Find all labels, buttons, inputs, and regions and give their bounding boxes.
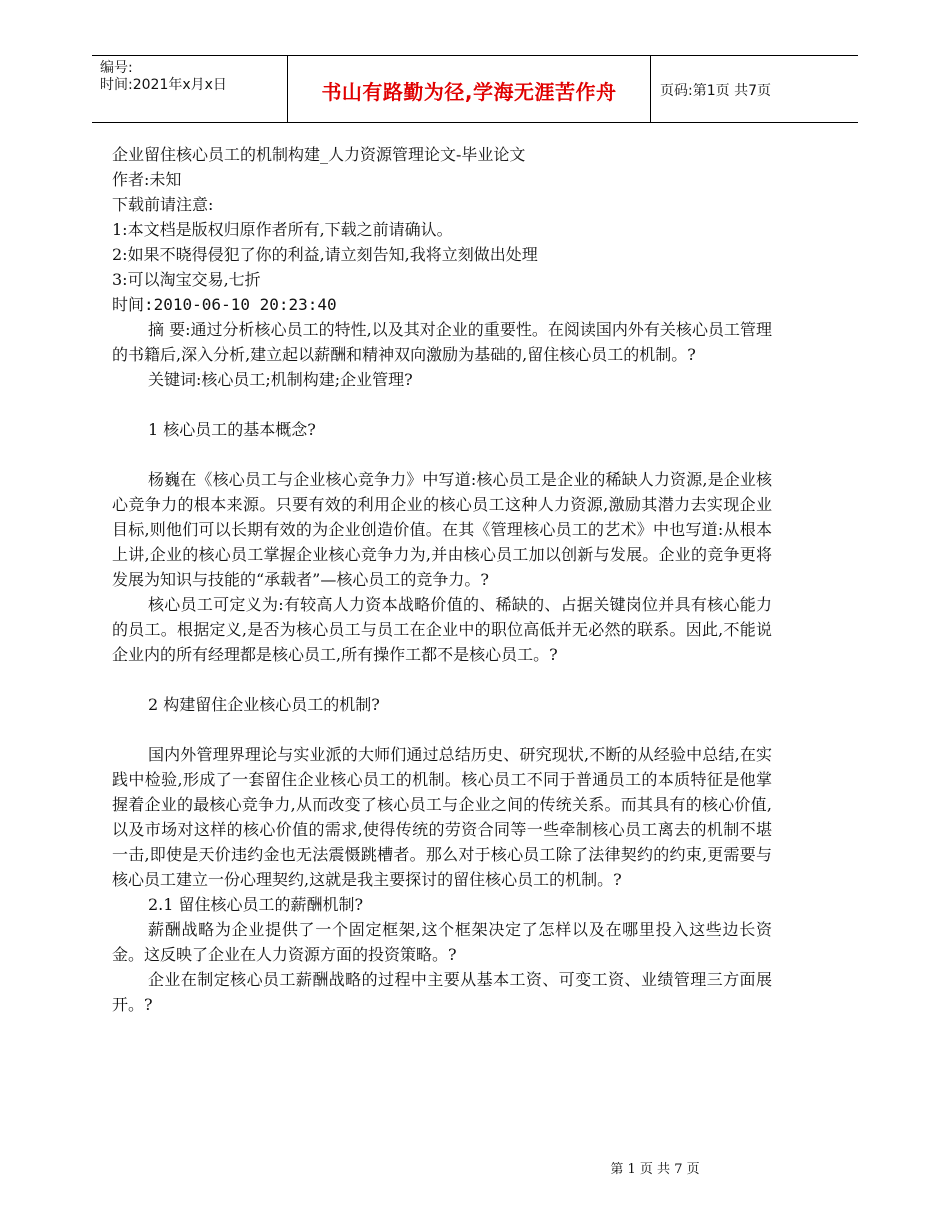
header-page-label: 页码:第1页 共7页 [660, 83, 771, 99]
section-1-paragraph-2: 核心员工可定义为:有较高人力资本战略价值的、稀缺的、占据关键岗位并具有核心能力的员工。根据定义,是否为核心员工与员工在企业中的职位高低并无必然的联系。因此,不能说企业内的所有经理都是核心员工,所有操作工都不是核心员工。? [112, 595, 772, 664]
document-title: 企业留住核心员工的机制构建_人力资源管理论文-毕业论文 [112, 145, 526, 164]
header-code-label: 编号: [100, 60, 133, 76]
notice-item-2: 2:如果不晓得侵犯了你的利益,请立刻告知,我将立刻做出处理 [112, 245, 538, 264]
page-footer: 第 1 页 共 7 页 [610, 1162, 700, 1177]
notice-item-1: 1:本文档是版权归原作者所有,下载之前请确认。 [112, 220, 453, 239]
header-time-label: 时间:2021年x月x日 [100, 77, 227, 93]
keywords-line: 关键词:核心员工;机制构建;企业管理? [148, 370, 413, 389]
page-header [92, 55, 858, 123]
section-2-title: 2 构建留住企业核心员工的机制? [148, 695, 380, 714]
section-1-title: 1 核心员工的基本概念? [148, 420, 316, 439]
document-author: 作者:未知 [112, 170, 182, 189]
section-2-1-paragraph-2: 企业在制定核心员工薪酬战略的过程中主要从基本工资、可变工资、业绩管理三方面展开。? [112, 970, 772, 1014]
notice-title: 下载前请注意: [112, 195, 214, 214]
document-body [112, 142, 772, 1017]
section-2-1-paragraph-1: 薪酬战略为企业提供了一个固定框架,这个框架决定了怎样以及在哪里投入这些边长资金。这反映了企业在人力资源方面的投资策略。? [112, 920, 772, 964]
abstract-paragraph: 摘 要:通过分析核心员工的特性,以及其对企业的重要性。在阅读国内外有关核心员工管理的书籍后,深入分析,建立起以薪酬和精神双向激励为基础的,留住核心员工的机制。? [112, 320, 772, 364]
section-2-1-title: 2.1 留住核心员工的薪酬机制? [148, 895, 364, 914]
section-2-paragraph-1: 国内外管理界理论与实业派的大师们通过总结历史、研究现状,不断的从经验中总结,在实践中检验,形成了一套留住企业核心员工的机制。核心员工不同于普通员工的本质特征是他掌握着企业的最核心竞争力,从而改变了核心员工与企业之间的传统关系。而其具有的核心价值,以及市场对这样的核心价值的需求,使得传统的劳资合同等一些牵制核心员工离去的机制不堪一击,即使是天价违约金也无法震慑跳槽者。那么对于核心员工除了法律契约的约束,更需要与核心员工建立一份心理契约,这就是我主要探讨的留住核心员工的机制。? [112, 745, 772, 889]
header-motto: 书山有路勤为径,学海无涯苦作舟 [321, 80, 617, 104]
header-divider [650, 56, 651, 122]
document-time: 时间:2010-06-10 20:23:40 [112, 295, 337, 314]
section-1-paragraph-1: 杨巍在《核心员工与企业核心竞争力》中写道:核心员工是企业的稀缺人力资源,是企业核心竞争力的根本来源。只要有效的利用企业的核心员工这种人力资源,激励其潜力去实现企业目标,则他们可以长期有效的为企业创造价值。在其《管理核心员工的艺术》中也写道:从根本上讲,企业的核心员工掌握企业核心竞争力为,并由核心员工加以创新与发展。企业的竞争更将发展为知识与技能的“承载者”—核心员工的竞争力。? [112, 470, 772, 589]
header-meta [100, 60, 227, 94]
notice-item-3: 3:可以淘宝交易,七折 [112, 270, 261, 289]
